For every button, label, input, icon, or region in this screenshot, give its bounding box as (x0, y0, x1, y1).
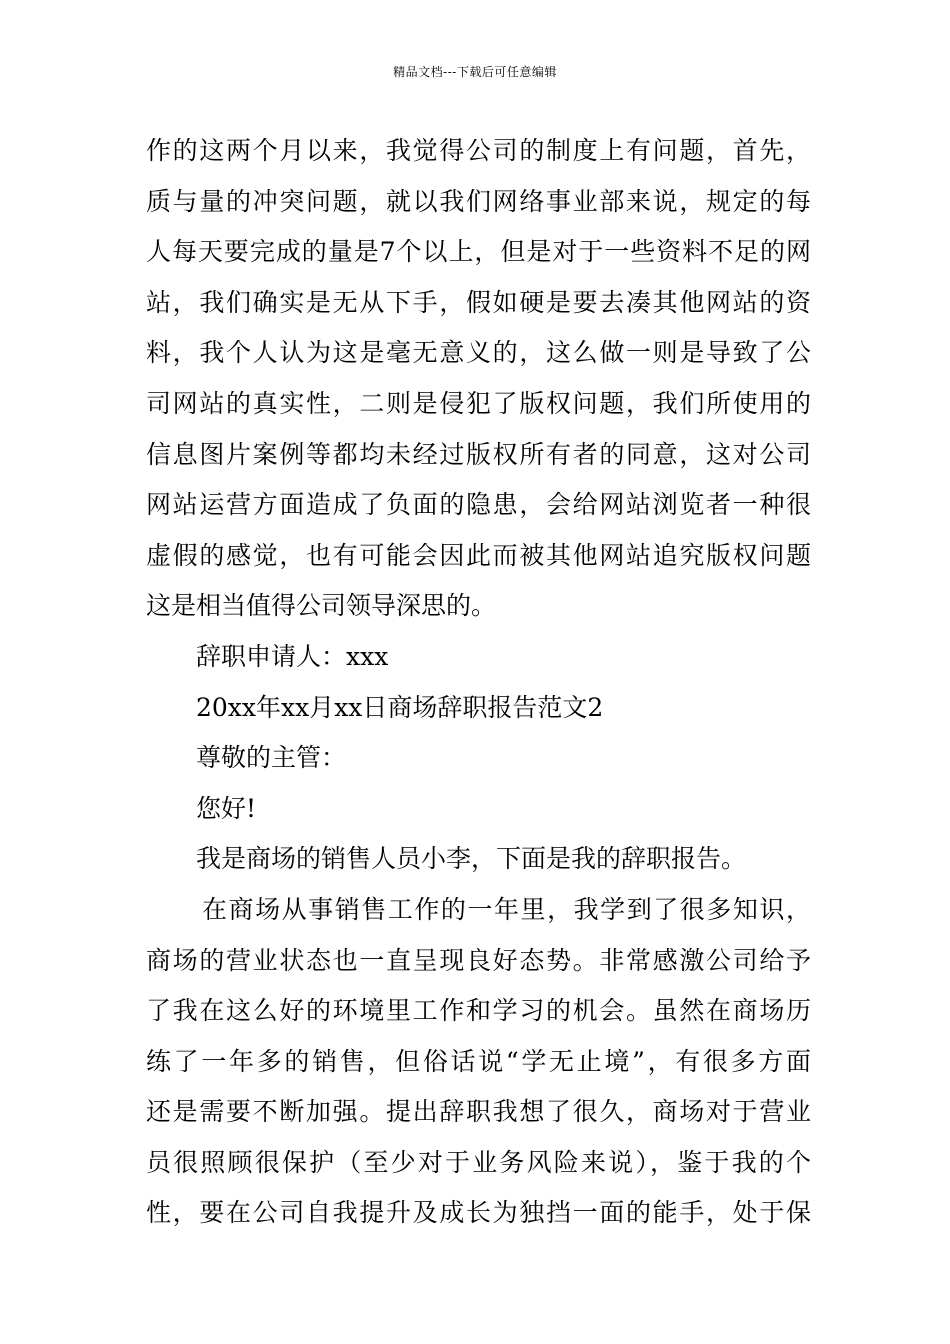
signature-line: 辞职申请人：xxx (196, 641, 389, 671)
document-body (146, 126, 811, 1239)
paragraph-line: 商场的营业状态也一直呈现良好态势。非常感激公司给予 (146, 945, 811, 975)
paragraph-line: 质与量的冲突问题，就以我们网络事业部来说，规定的每 (146, 186, 811, 216)
paragraph-line: 网站运营方面造成了负面的隐患，会给网站浏览者一种很 (146, 490, 811, 520)
paragraph-line: 了我在这么好的环境里工作和学习的机会。虽然在商场历 (146, 996, 811, 1026)
paragraph-line: 还是需要不断加强。提出辞职我想了很久，商场对于营业 (146, 1097, 811, 1127)
page-header: 精品文档---下载后可任意编辑 (393, 65, 557, 79)
paragraph-line: 人每天要完成的量是7个以上，但是对于一些资料不足的网 (146, 237, 811, 267)
paragraph-line: 虚假的感觉，也有可能会因此而被其他网站追究版权问题 (146, 540, 811, 570)
date-title-line: 20xx年xx月xx日商场辞职报告范文2 (196, 692, 604, 722)
paragraph-line: 站，我们确实是无从下手，假如硬是要去凑其他网站的资 (146, 287, 811, 317)
paragraph-line: 这是相当值得公司领导深思的。 (146, 591, 497, 621)
paragraph-line: 在商场从事销售工作的一年里，我学到了很多知识， (202, 894, 811, 924)
paragraph-line: 我是商场的销售人员小李，下面是我的辞职报告。 (196, 844, 747, 874)
paragraph-line: 信息图片案例等都均未经过版权所有者的同意，这对公司 (146, 439, 811, 469)
paragraph-line: 料，我个人认为这是毫无意义的，这么做一则是导致了公 (146, 338, 811, 368)
paragraph-line: 性，要在公司自我提升及成长为独挡一面的能手，处于保 (146, 1198, 811, 1228)
paragraph-line: 员很照顾很保护（至少对于业务风险来说），鉴于我的个 (146, 1147, 811, 1177)
greeting-line: 您好! (196, 793, 257, 823)
paragraph-line: 作的这两个月以来，我觉得公司的制度上有问题，首先， (146, 136, 811, 165)
paragraph-line: 司网站的真实性，二则是侵犯了版权问题，我们所使用的 (146, 388, 811, 418)
salutation-line: 尊敬的主管： (196, 743, 347, 773)
paragraph-line: 练了一年多的销售，但俗话说“学无止境”，有很多方面 (146, 1046, 811, 1076)
